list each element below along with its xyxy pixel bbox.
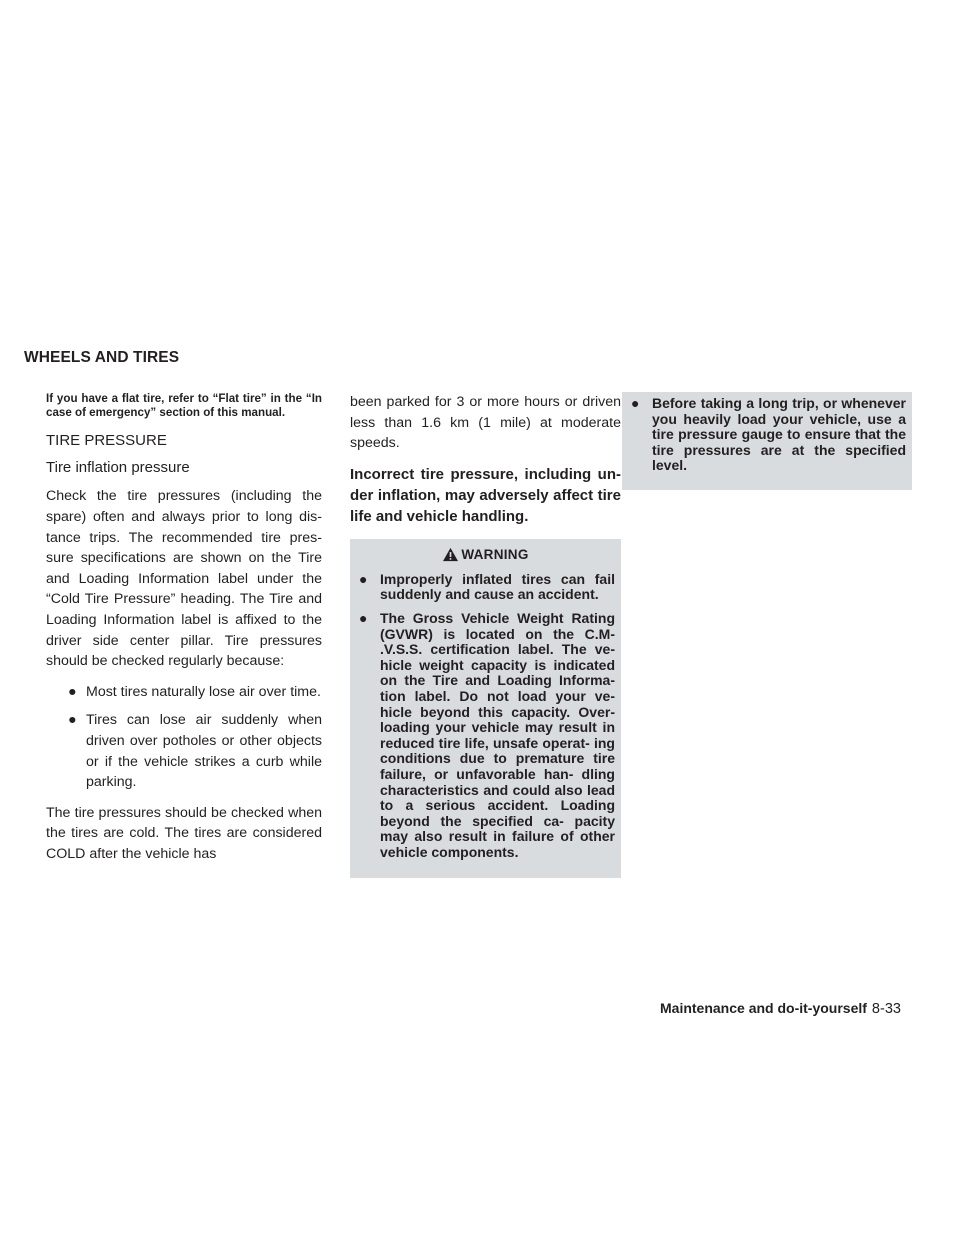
bullet-icon: ● bbox=[68, 683, 77, 700]
list-item-text: Tires can lose air suddenly when driven over potholes or other objects or if the vehicle strikes a curb while parking. bbox=[86, 712, 322, 791]
list-item bbox=[46, 710, 322, 792]
paragraph-check-pressure: Check the tire pressures (including the spare) often and always prior to long dis- tance trips. The recommended tire pres- sure specifications are shown on the Tire and Loading Information label under the “Cold Tire Pressure” heading. The Tire and Loading Information label is affixed to the driver side center pillar. Tire pressures should be checked regularly because: bbox=[46, 488, 322, 670]
list-item bbox=[46, 682, 322, 703]
warning-item bbox=[628, 396, 906, 474]
warning-box bbox=[350, 539, 621, 879]
warning-item-text: Before taking a long trip, or whenever you heavily load your vehicle, use a tire pressure gauge to ensure that the tire pressures are at the specified level. bbox=[652, 395, 906, 474]
warning-item bbox=[356, 572, 615, 603]
bullet-icon: ● bbox=[359, 570, 368, 587]
column-2 bbox=[350, 392, 621, 878]
reasons-list bbox=[46, 682, 322, 793]
warning-list-continued bbox=[628, 396, 906, 474]
subheading-tire-inflation: Tire inflation pressure bbox=[46, 459, 190, 477]
warning-item-text: The Gross Vehicle Weight Rating (GVWR) is located on the C.M- .V.S.S. certification label. The ve- hicle weight capacity is indicated on the Tire and Loading Informa- tion label. Do not load your ve- hicle beyond this capacity. Over- loading your vehicle may result in reduced tire life, unsafe operat- ing conditions due to premature tire failure, or unfavorable han- dling characteristics and could also lead to a serious accident. Loading beyond the specified ca- pacity may also result in failure of other vehicle components. bbox=[380, 609, 615, 860]
section-title: WHEELS AND TIRES bbox=[24, 349, 180, 366]
warning-title bbox=[356, 547, 615, 562]
warning-triangle-icon bbox=[442, 547, 459, 562]
footer-section-name: Maintenance and do-it-yourself bbox=[660, 1000, 867, 1016]
warning-title-text: WARNING bbox=[461, 546, 529, 562]
paragraph-continued: been parked for 3 or more hours or driven less than 1.6 km (1 mile) at moderate speeds. bbox=[350, 394, 621, 452]
paragraph-cold-tires: The tire pressures should be checked when the tires are cold. The tires are considered COLD after the vehicle has bbox=[46, 804, 322, 862]
warning-item-text: Improperly inflated tires can fail suddenly and cause an accident. bbox=[380, 570, 615, 603]
page-footer bbox=[660, 1000, 930, 1017]
heading-tire-pressure: TIRE PRESSURE bbox=[46, 432, 167, 450]
column-1 bbox=[46, 392, 322, 875]
flat-tire-note: If you have a flat tire, refer to “Flat tire” in the “In case of emergency” section of this manual. bbox=[46, 392, 322, 420]
warning-list bbox=[356, 572, 615, 861]
column-3 bbox=[622, 392, 912, 490]
bullet-icon: ● bbox=[359, 609, 368, 626]
bullet-icon: ● bbox=[631, 395, 640, 411]
warning-box-continued bbox=[622, 392, 912, 490]
warning-item bbox=[356, 611, 615, 861]
list-item-text: Most tires naturally lose air over time. bbox=[86, 683, 321, 700]
paragraph-incorrect-pressure: Incorrect tire pressure, including un- der inflation, may adversely affect tire life and vehicle handling. bbox=[350, 465, 621, 525]
bullet-icon: ● bbox=[68, 712, 77, 729]
page-number: 8-33 bbox=[871, 1001, 901, 1017]
